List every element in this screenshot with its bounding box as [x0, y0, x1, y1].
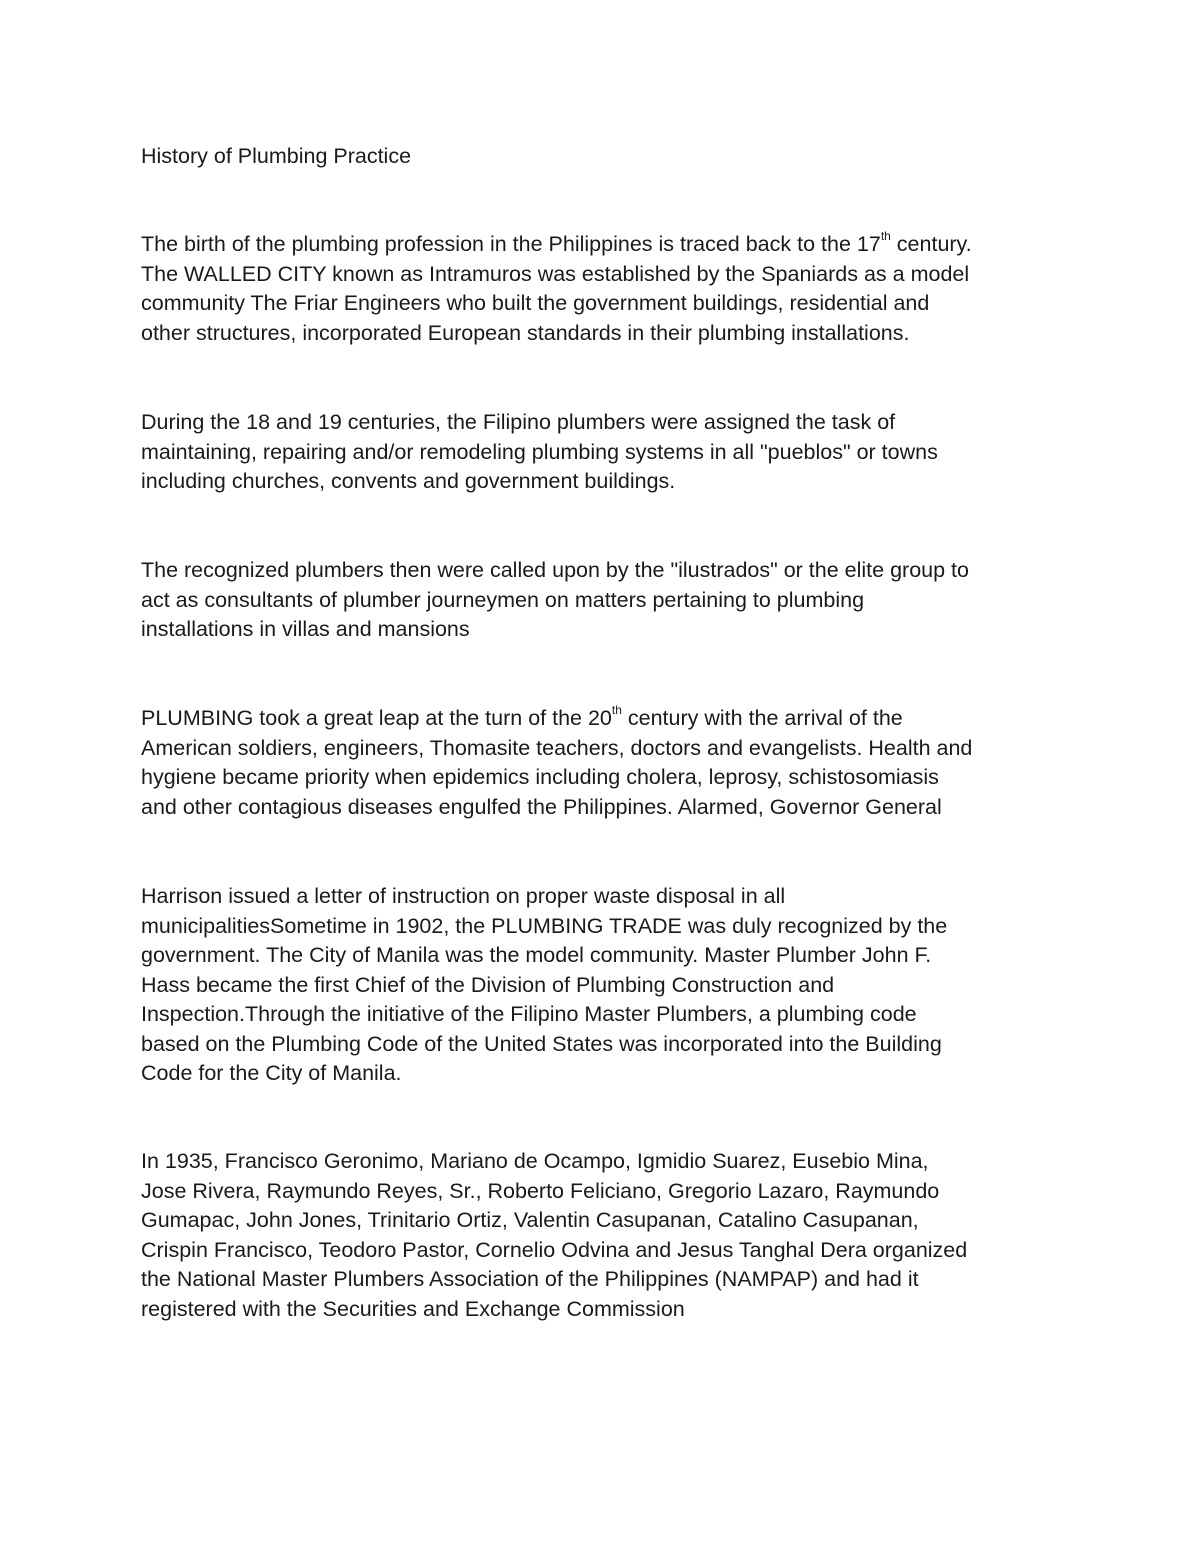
paragraph-line: installations in villas and mansions [141, 617, 470, 641]
paragraph-harrison [141, 882, 1071, 1089]
paragraph-ilustrados [141, 556, 1071, 645]
line-text: PLUMBING took a great leap at the turn of the 20 [141, 706, 612, 730]
paragraph-line: act as consultants of plumber journeymen on matters pertaining to plumbing [141, 587, 865, 612]
paragraph-filipino-plumbers [141, 408, 1071, 497]
paragraph-nampap [141, 1147, 1071, 1324]
paragraph-line: Inspection.Through the initiative of the Filipino Master Plumbers, a plumbing code [141, 1002, 917, 1026]
paragraph-line: registered with the Securities and Exchange Commission [141, 1296, 685, 1321]
superscript: th [880, 228, 891, 243]
paragraph-line: Jose Rivera, Raymundo Reyes, Sr., Roberto Feliciano, Gregorio Lazaro, Raymundo [141, 1178, 940, 1203]
paragraph-line [141, 230, 1071, 260]
line-text: The birth of the plumbing profession in the Philippines is traced back to the 17 [141, 232, 881, 256]
line-text-after: century with the arrival of the [621, 706, 903, 730]
paragraph-20th-century [141, 704, 1071, 822]
superscript: th [611, 702, 622, 717]
line-text-after: century. [890, 232, 972, 256]
paragraph-line: hygiene became priority when epidemics including cholera, leprosy, schistosomiasis [141, 765, 939, 789]
paragraph-walled-city [141, 230, 1071, 348]
paragraph-line: other structures, incorporated European standards in their plumbing installations. [141, 320, 910, 345]
paragraph-line: During the 18 and 19 centuries, the Filipino plumbers were assigned the task of [141, 410, 896, 434]
paragraph-line: the National Master Plumbers Association of the Philippines (NAMPAP) and had it [141, 1267, 919, 1291]
paragraph-line: The WALLED CITY known as Intramuros was established by the Spaniards as a model [141, 261, 970, 286]
paragraph-line: and other contagious diseases engulfed the Philippines. Alarmed, Governor General [141, 794, 942, 819]
paragraph-line: Gumapac, John Jones, Trinitario Ortiz, Valentin Casupanan, Catalino Casupanan, [141, 1208, 919, 1232]
paragraph-line: Harrison issued a letter of instruction on proper waste disposal in all [141, 884, 786, 908]
paragraph-line: American soldiers, engineers, Thomasite teachers, doctors and evangelists. Health and [141, 735, 973, 760]
paragraph-line: In 1935, Francisco Geronimo, Mariano de Ocampo, Igmidio Suarez, Eusebio Mina, [141, 1149, 929, 1173]
paragraph-line: The recognized plumbers then were called upon by the "ilustrados" or the elite group to [141, 558, 969, 582]
paragraph-line: Code for the City of Manila. [141, 1061, 402, 1085]
paragraph-line: including churches, convents and government buildings. [141, 469, 676, 493]
paragraph-line: community The Friar Engineers who built the government buildings, residential and [141, 291, 930, 315]
paragraph-line: Crispin Francisco, Teodoro Pastor, Cornelio Odvina and Jesus Tanghal Dera organized [141, 1237, 968, 1262]
paragraph-line: Hass became the first Chief of the Division of Plumbing Construction and [141, 972, 835, 997]
paragraph-line [141, 704, 1071, 734]
paragraph-line: municipalitiesSometime in 1902, the PLUMBING TRADE was duly recognized by the [141, 913, 948, 938]
paragraph-line: based on the Plumbing Code of the United States was incorporated into the Building [141, 1031, 942, 1056]
document-title: History of Plumbing Practice [141, 144, 412, 168]
paragraph-line: government. The City of Manila was the model community. Master Plumber John F. [141, 943, 932, 967]
paragraph-line: maintaining, repairing and/or remodeling plumbing systems in all "pueblos" or towns [141, 439, 938, 464]
